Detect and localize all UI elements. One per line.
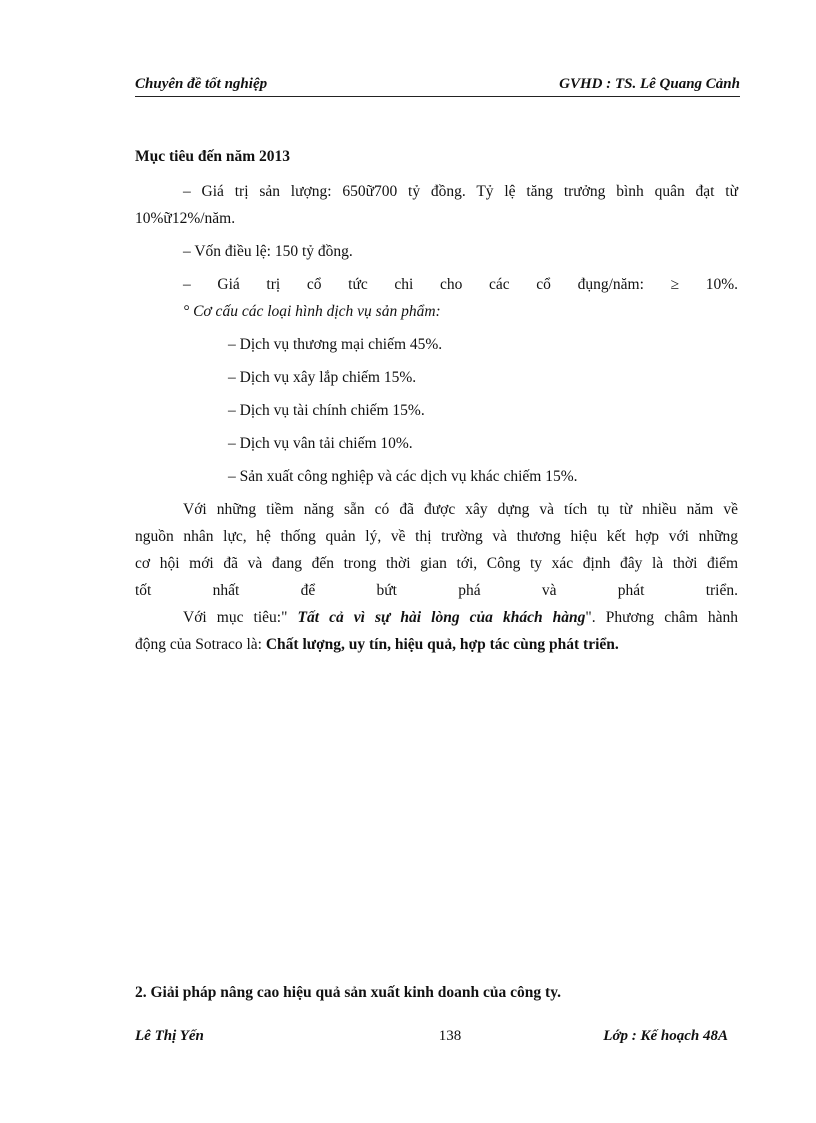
company-motto: Tất cả vì sự hài lòng của khách hàng — [287, 609, 586, 626]
paragraph-1-line-4: tốt nhất để bứt phá và phát triển. — [135, 582, 738, 599]
header-rule — [135, 96, 740, 97]
company-principles: Chất lượng, uy tín, hiệu quả, hợp tác cùng phát triển. — [265, 636, 619, 653]
section-heading: 2. Giải pháp nâng cao hiệu quả sản xuất kinh doanh của công ty. — [135, 984, 561, 1001]
goal-charter-capital: – Vốn điều lệ: 150 tỷ đồng. — [183, 243, 353, 260]
structure-item: – Dịch vụ vân tải chiếm 10%. — [228, 435, 413, 452]
goal-dividend: – Giá trị cổ tức chi cho các cổ đụng/năm: ≥ 10%. — [183, 276, 738, 293]
structure-heading: ° Cơ cấu các loại hình dịch vụ sản phẩm: — [183, 303, 441, 320]
page-footer — [135, 1028, 740, 1048]
footer-class: Lớp : Kế hoạch 48A — [603, 1028, 728, 1044]
goal-output-value-line1: – Giá trị sản lượng: 650ữ700 tỷ đồng. Tỷ lệ tăng trưởng bình quân đạt từ — [183, 183, 738, 200]
header-right-advisor: GVHD : TS. Lê Quang Cảnh — [559, 76, 740, 92]
page-number: 138 — [438, 1028, 462, 1044]
paragraph-1-line-2: nguồn nhân lực, hệ thống quản lý, về thị trường và thương hiệu kết hợp với những — [135, 528, 738, 545]
paragraph-2-line-1 — [135, 604, 738, 631]
motto-prefix: Với mục tiêu:" — [183, 609, 288, 626]
page-body — [135, 143, 738, 658]
principles-prefix: động của Sotraco là: — [135, 636, 266, 653]
structure-item: – Sản xuất công nghiệp và các dịch vụ khác chiếm 15%. — [228, 468, 578, 485]
structure-item: – Dịch vụ thương mại chiếm 45%. — [228, 336, 443, 353]
structure-item: – Dịch vụ tài chính chiếm 15%. — [228, 402, 425, 419]
structure-item: – Dịch vụ xây lắp chiếm 15%. — [228, 369, 417, 386]
paragraph-1-line-3: cơ hội mới đã và đang đến trong thời gian tới, Công ty xác định đây là thời điểm — [135, 555, 738, 572]
paragraph-1-line-1: Với những tiềm năng sẵn có đã được xây dựng và tích tụ từ nhiều năm về — [183, 501, 738, 518]
footer-author: Lê Thị Yến — [135, 1028, 204, 1044]
goal-output-value-line2: 10%ữ12%/năm. — [135, 210, 236, 227]
motto-suffix: ". Phương châm hành — [585, 609, 738, 626]
paragraph-2-line-2 — [135, 631, 738, 658]
goal-title: Mục tiêu đến năm 2013 — [135, 148, 290, 165]
page-header — [135, 76, 740, 96]
header-left-title: Chuyên đề tốt nghiệp — [135, 76, 268, 92]
